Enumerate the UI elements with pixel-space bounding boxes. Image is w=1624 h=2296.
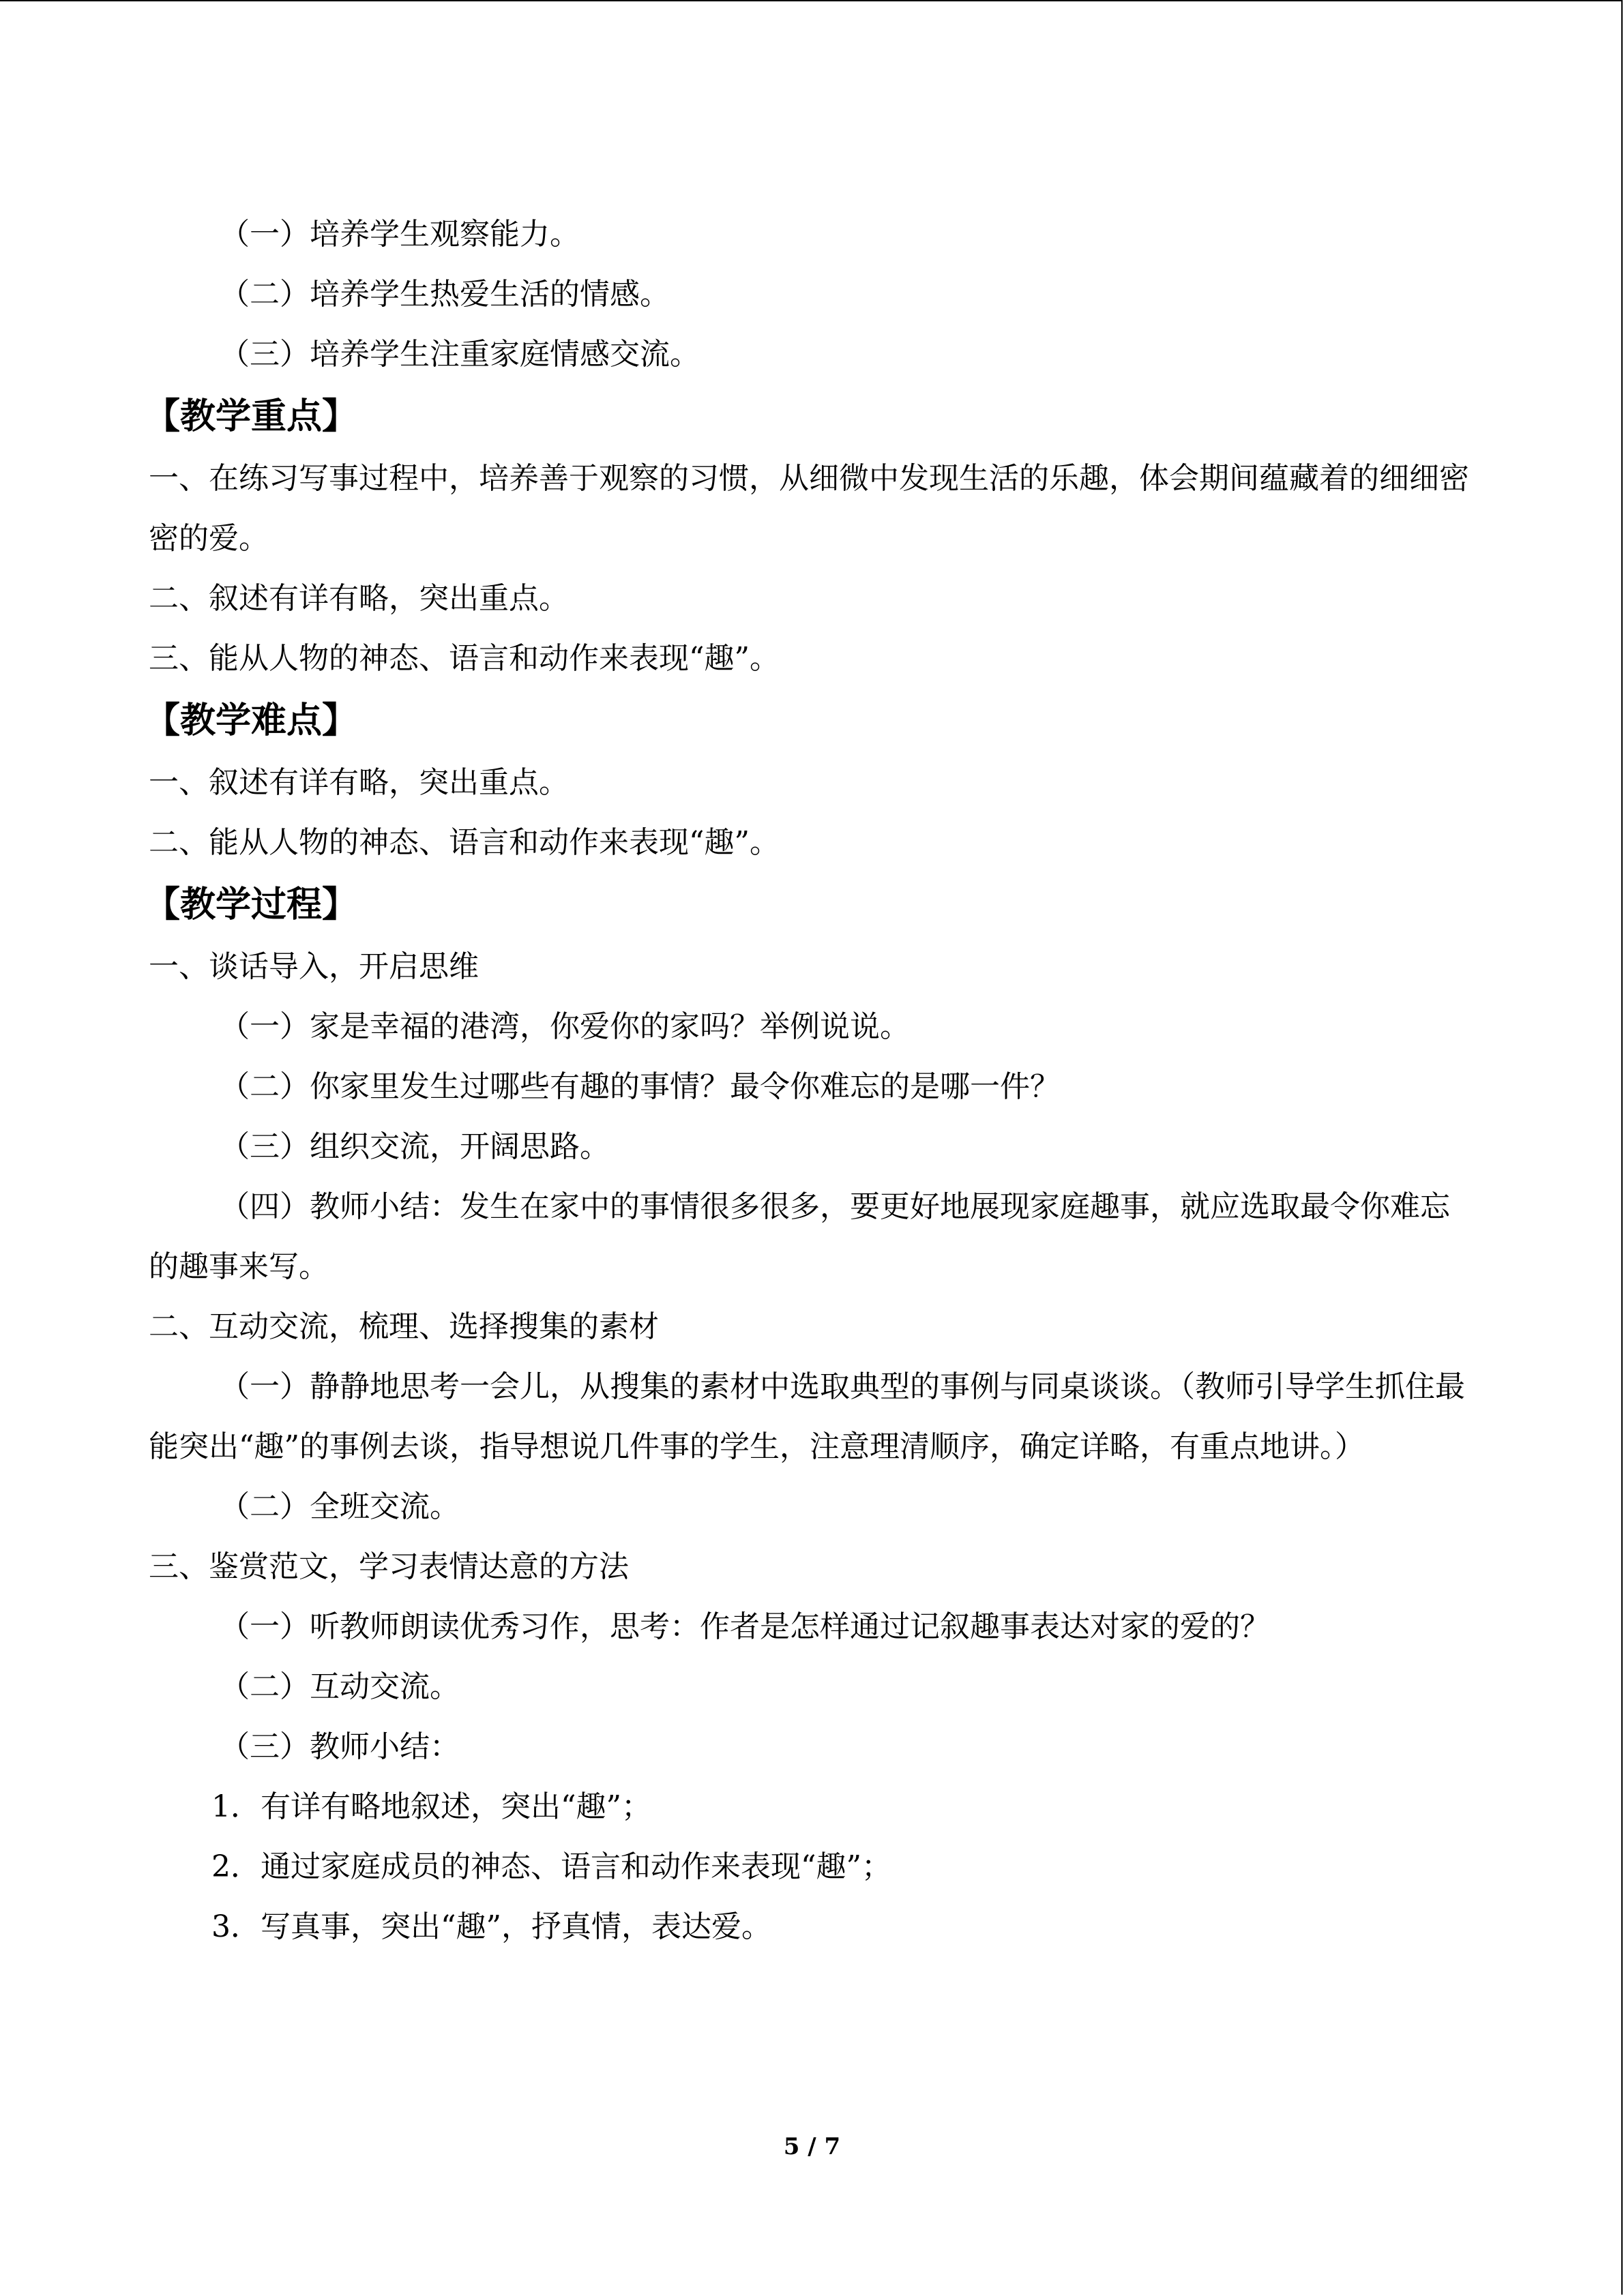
process-step-item: （四）教师小结：发生在家中的事情很多很多，要更好地展现家庭趣事，就应选取最令你难忘的趣事来写。 xyxy=(149,1189,1450,1284)
objective-item: （三）培养学生注重家庭情感交流。 xyxy=(220,337,700,372)
process-step-title: 三、鉴赏范文，学习表情达意的方法 xyxy=(149,1549,629,1584)
page-number: 5 / 7 xyxy=(783,2133,841,2160)
document-body xyxy=(145,205,1475,1957)
key-point-item: 一、在练习写事过程中，培养善于观察的习惯，从细微中发现生活的乐趣，体会期间蕴藏着的细细密密的爱。 xyxy=(149,461,1469,556)
key-point-item: 二、叙述有详有略，突出重点。 xyxy=(149,581,569,616)
process-step-item: （三）教师小结： xyxy=(220,1729,460,1764)
summary-point: 3．写真事，突出“趣”，抒真情，表达爱。 xyxy=(211,1909,771,1944)
section-heading-key-points: 【教学重点】 xyxy=(145,396,358,437)
key-point-item: 三、能从人物的神态、语言和动作来表现“趣”。 xyxy=(149,641,780,676)
objective-item: （二）培养学生热爱生活的情感。 xyxy=(220,277,670,312)
process-step-item: （二）你家里发生过哪些有趣的事情？最令你难忘的是哪一件？ xyxy=(220,1069,1060,1104)
section-heading-difficulties: 【教学难点】 xyxy=(145,700,358,741)
process-step-title: 二、互动交流，梳理、选择搜集的素材 xyxy=(149,1309,659,1344)
section-heading-process: 【教学过程】 xyxy=(145,884,358,925)
objective-item: （一）培养学生观察能力。 xyxy=(220,217,580,252)
difficulty-item: 一、叙述有详有略，突出重点。 xyxy=(149,765,569,800)
process-step-item: （二）互动交流。 xyxy=(220,1669,460,1704)
process-step-item: （一）静静地思考一会儿，从搜集的素材中选取典型的事例与同桌谈谈。（教师引导学生抓住最能突出“趣”的事例去谈，指导想说几件事的学生，注意理清顺序，确定详略，有重点地讲。） xyxy=(149,1369,1465,1464)
process-step-item: （一）听教师朗读优秀习作，思考：作者是怎样通过记叙趣事表达对家的爱的？ xyxy=(220,1609,1270,1644)
summary-point: 1．有详有略地叙述，突出“趣”； xyxy=(211,1789,651,1824)
difficulty-item: 二、能从人物的神态、语言和动作来表现“趣”。 xyxy=(149,825,780,860)
process-step-item: （一）家是幸福的港湾，你爱你的家吗？举例说说。 xyxy=(220,1009,910,1044)
process-step-title: 一、谈话导入，开启思维 xyxy=(149,949,479,984)
summary-point: 2．通过家庭成员的神态、语言和动作来表现“趣”； xyxy=(211,1849,891,1884)
process-step-item: （三）组织交流，开阔思路。 xyxy=(220,1129,610,1164)
process-step-item: （二）全班交流。 xyxy=(220,1489,460,1524)
